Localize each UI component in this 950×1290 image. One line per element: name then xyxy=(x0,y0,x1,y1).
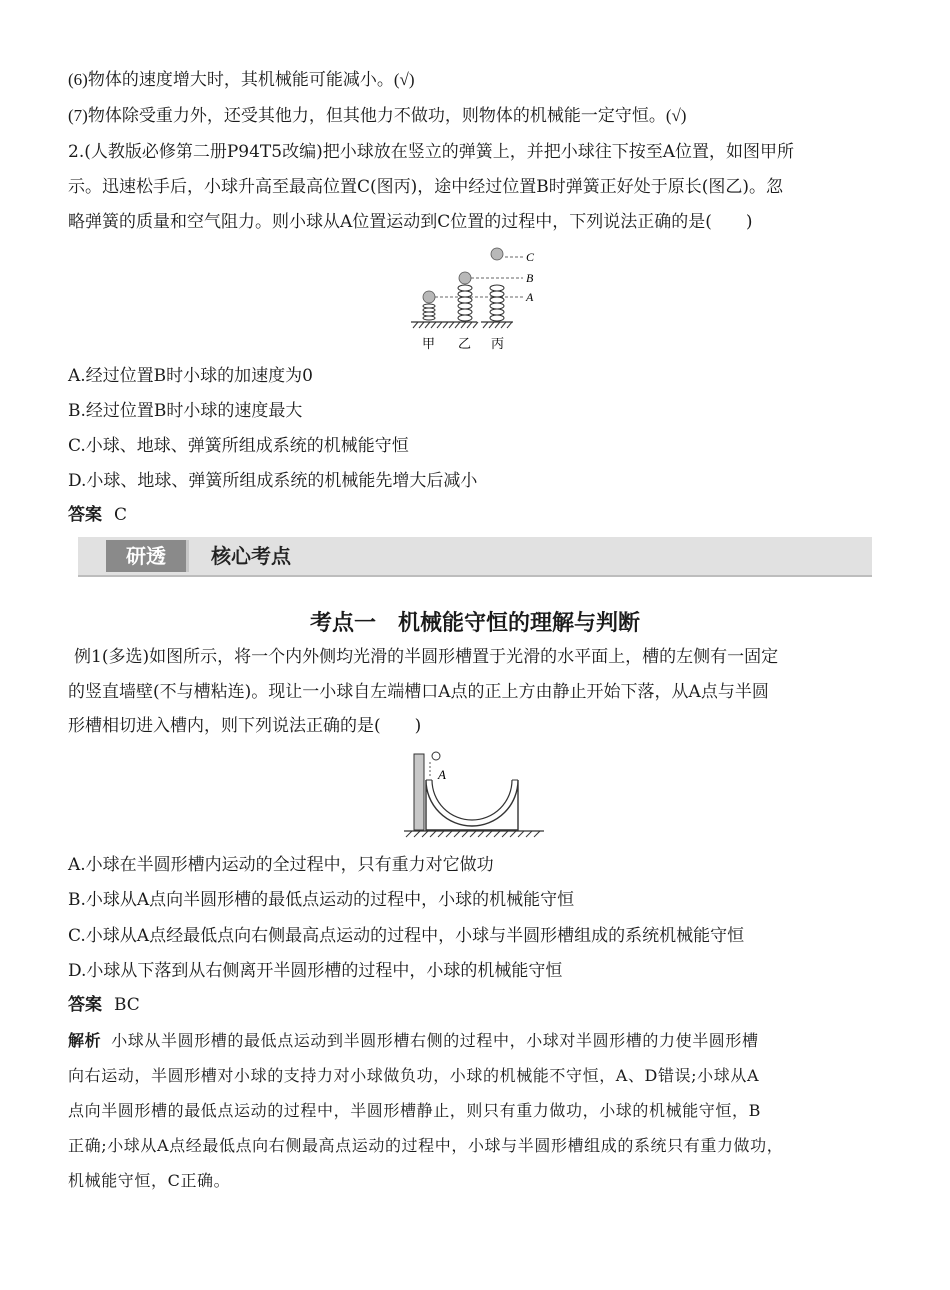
ex1-analysis-line-1 xyxy=(68,1029,759,1053)
ex1-analysis-label: 解析 xyxy=(68,1031,102,1050)
judgment-7: (7)物体除受重力外，还受其他力，但其他力不做功，则物体的机械能一定守恒。(√) xyxy=(68,106,687,125)
ball-yi-icon xyxy=(459,272,471,284)
q2-option-d: D.小球、地球、弹簧所组成系统的机械能先增大后减小 xyxy=(68,471,478,491)
spring-yi-icon xyxy=(458,285,472,321)
ex1-option-d: D.小球从下落到从右侧离开半圆形槽的过程中，小球的机械能守恒 xyxy=(68,961,563,981)
section-title: 考点一 机械能守恒的理解与判断 xyxy=(309,611,640,636)
ball-icon xyxy=(432,752,440,760)
ex1-answer-label: 答案 xyxy=(68,995,102,1015)
ex1-analysis-text-1: 小球从半圆形槽的最低点运动到半圆形槽右侧的过程中，小球对半圆形槽的力使半圆形槽 xyxy=(111,1031,759,1050)
ex1-analysis-line-4: 正确;小球从A点经最低点向右侧最高点运动的过程中，小球与半圆形槽组成的系统只有重力做功， xyxy=(68,1136,784,1155)
ex1-option-b: B.小球从A点向半圆形槽的最低点运动的过程中，小球的机械能守恒 xyxy=(68,890,575,910)
q2-answer-label: 答案 xyxy=(68,505,102,525)
ex1-option-a: A.小球在半圆形槽内运动的全过程中，只有重力对它做功 xyxy=(68,855,494,875)
ex1-answer-value: BC xyxy=(114,995,140,1015)
ball-jia-icon xyxy=(423,291,435,303)
ex1-stem-line-2: 的竖直墙壁(不与槽粘连)。现让一小球自左端槽口A点的正上方由静止开始下落，从A点与半圆 xyxy=(68,682,769,702)
caption-bing: 丙 xyxy=(491,337,505,352)
q2-option-c: C.小球、地球、弹簧所组成系统的机械能守恒 xyxy=(68,436,409,456)
caption-jia: 甲 xyxy=(422,337,436,352)
label-b: B xyxy=(526,271,534,285)
judgment-6: (6)物体的速度增大时，其机械能可能减小。(√) xyxy=(68,70,415,89)
q2-stem-line-1: 2.(人教版必修第二册P94T5改编)把小球放在竖立的弹簧上，并把小球往下按至A位置，如图甲所 xyxy=(68,142,794,162)
spring-figure xyxy=(405,242,545,352)
ex1-analysis-line-5: 机械能守恒，C正确。 xyxy=(68,1171,231,1190)
q2-stem-line-3: 略弹簧的质量和空气阻力。则小球从A位置运动到C位置的过程中，下列说法正确的是( ) xyxy=(68,212,753,232)
ex1-stem-line-1: 例1(多选)如图所示，将一个内外侧均光滑的半圆形槽置于光滑的水平面上，槽的左侧有一固定 xyxy=(74,647,779,667)
q2-answer-value: C xyxy=(114,505,128,525)
wall-icon xyxy=(414,754,424,830)
spring-jia-icon xyxy=(423,304,435,320)
spring-bing-icon xyxy=(490,285,504,321)
halfpipe-icon xyxy=(426,780,518,830)
ex1-analysis-line-3: 点向半圆形槽的最低点运动的过程中，半圆形槽静止，则只有重力做功，小球的机械能守恒，B xyxy=(68,1101,761,1120)
q2-answer xyxy=(68,503,127,527)
label-a: A xyxy=(526,290,534,304)
q2-option-b: B.经过位置B时小球的速度最大 xyxy=(68,401,303,421)
q2-option-a: A.经过位置B时小球的加速度为0 xyxy=(68,366,313,386)
ball-bing-icon xyxy=(491,248,503,260)
ex1-stem-line-3: 形槽相切进入槽内，则下列说法正确的是( ) xyxy=(68,716,422,736)
label-c: C xyxy=(526,250,535,264)
label-a-point: A xyxy=(438,767,446,782)
banner-left-label: 研透 xyxy=(106,540,189,572)
ex1-answer xyxy=(68,993,140,1017)
banner-right-label: 核心考点 xyxy=(211,544,291,568)
halfpipe-figure xyxy=(400,744,550,839)
ex1-analysis-line-2: 向右运动，半圆形槽对小球的支持力对小球做负功，小球的机械能不守恒，A、D错误;小球从A xyxy=(68,1066,760,1085)
q2-stem-line-2: 示。迅速松手后，小球升高至最高位置C(图丙)，途中经过位置B时弹簧正好处于原长(图乙)。忽 xyxy=(68,177,784,197)
section-banner xyxy=(78,537,872,577)
ex1-option-c: C.小球从A点经最低点向右侧最高点运动的过程中，小球与半圆形槽组成的系统机械能守恒 xyxy=(68,926,745,946)
caption-yi: 乙 xyxy=(458,337,472,352)
